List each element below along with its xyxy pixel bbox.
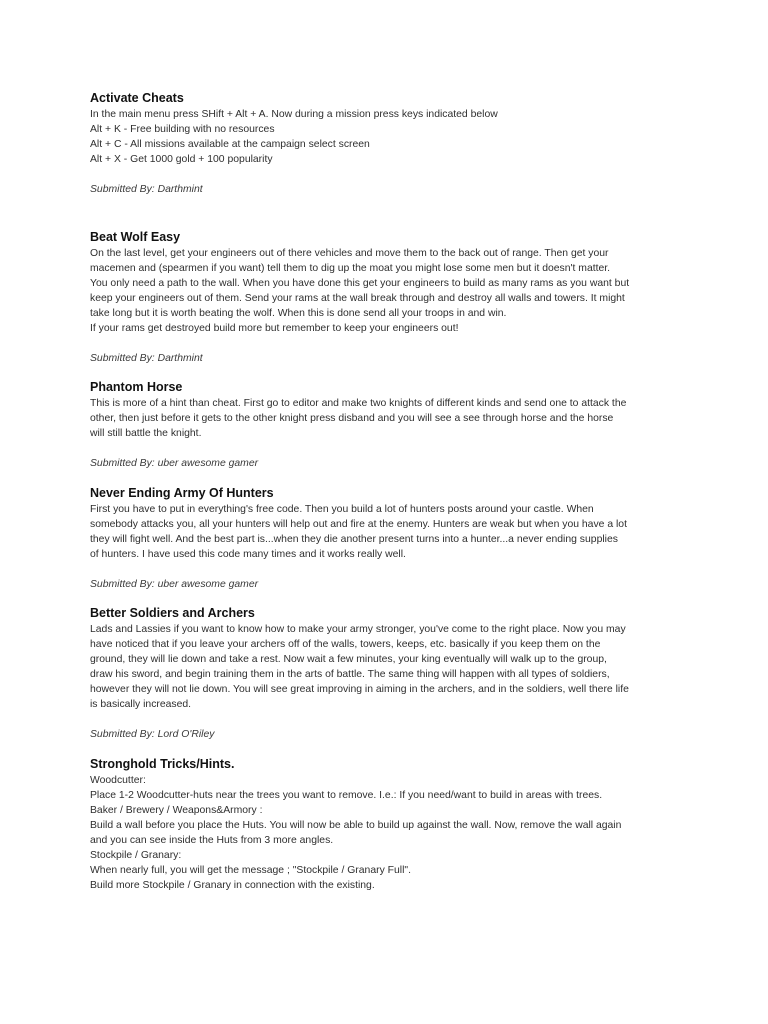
body-line: Woodcutter: — [90, 775, 146, 786]
body-line: This is more of a hint than cheat. First go to editor and make two knights of different kinds and send one to attack the — [90, 398, 627, 409]
submitted-by: Submitted By: uber awesome gamer — [90, 579, 259, 590]
body-line: Lads and Lassies if you want to know how to make your army stronger, you've come to the right place. Now you may — [90, 624, 626, 635]
body-line: Alt + X - Get 1000 gold + 100 popularity — [90, 154, 273, 165]
body-line: Stockpile / Granary: — [90, 850, 182, 861]
body-line: other, then just before it gets to the other knight press disband and you will see a see through horse and the horse — [90, 413, 614, 424]
body-line: On the last level, get your engineers out of there vehicles and move them to the back out of range. Then get your — [90, 248, 609, 259]
section-title: Phantom Horse — [90, 380, 183, 394]
section-better-soldiers-and-archers — [90, 605, 629, 742]
body-line: ground, they will lie down and take a rest. Now wait a few minutes, your king eventually will walk up to the group, — [90, 654, 607, 665]
body-line: Alt + K - Free building with no resources — [90, 124, 275, 135]
submitted-by: Submitted By: uber awesome gamer — [90, 458, 259, 469]
body-line: keep your engineers out of them. Send your rams at the wall break through and destroy all walls and towers. It might — [90, 293, 625, 304]
body-line: they will fight well. And the best part is...when they die another present turns into a hunter...a never ending supplies — [90, 534, 618, 545]
section-beat-wolf-easy — [90, 229, 629, 366]
body-line: take long but it is worth beating the wolf. When this is done send all your troops in and win. — [90, 308, 507, 319]
body-line: and you can see inside the Huts from 3 more angles. — [90, 835, 334, 846]
section-title: Never Ending Army Of Hunters — [90, 486, 274, 500]
section-never-ending-army-of-hunters — [90, 485, 627, 592]
submitted-by: Submitted By: Darthmint — [90, 353, 203, 364]
body-line: Alt + C - All missions available at the campaign select screen — [90, 139, 370, 150]
submitted-by: Submitted By: Lord O'Riley — [90, 729, 215, 740]
section-stronghold-tricks-hints — [90, 756, 621, 893]
body-line: somebody attacks you, all your hunters will help out and fire at the enemy. Hunters are weak but when you have a lot — [90, 519, 627, 530]
body-line: Baker / Brewery / Weapons&Armory : — [90, 805, 263, 816]
body-line: Place 1-2 Woodcutter-huts near the trees you want to remove. I.e.: If you need/want to build in areas with trees. — [90, 790, 603, 801]
section-title: Beat Wolf Easy — [90, 230, 181, 244]
section-title: Stronghold Tricks/Hints. — [90, 757, 235, 771]
submitted-by: Submitted By: Darthmint — [90, 184, 203, 195]
body-line: When nearly full, you will get the message ; "Stockpile / Granary Full". — [90, 865, 411, 876]
body-line: Build more Stockpile / Granary in connection with the existing. — [90, 880, 375, 891]
body-line: however they will not lie down. You will see great improving in aiming in the archers, and in the soldiers, well there life — [90, 684, 629, 695]
section-title: Activate Cheats — [90, 91, 184, 105]
body-line: is basically increased. — [90, 699, 192, 710]
body-line: Build a wall before you place the Huts. You will now be able to build up against the wall. Now, remove the wall again — [90, 820, 622, 831]
body-line: have noticed that if you leave your archers off of the walls, towers, keeps, etc. basically if you keep them on the — [90, 639, 601, 650]
body-line: If your rams get destroyed build more but remember to keep your engineers out! — [90, 323, 459, 334]
body-line: macemen and (spearmen if you want) tell them to dig up the moat you might lose some men but it doesn't matter. — [90, 263, 611, 274]
body-line: draw his sword, and begin training them in the arts of battle. The same thing will happen with all types of soldiers, — [90, 669, 610, 680]
body-line: First you have to put in everything's free code. Then you build a lot of hunters posts around your castle. When — [90, 504, 594, 515]
section-phantom-horse — [90, 379, 626, 471]
body-line: will still battle the knight. — [90, 428, 202, 439]
body-line: In the main menu press SHift + Alt + A. Now during a mission press keys indicated below — [90, 109, 498, 120]
section-title: Better Soldiers and Archers — [90, 606, 255, 620]
body-line: of hunters. I have used this code many times and it works really well. — [90, 549, 406, 560]
section-activate-cheats — [90, 90, 498, 197]
body-line: You only need a path to the wall. When you have done this get your engineers to build as many rams as you want but — [90, 278, 630, 289]
